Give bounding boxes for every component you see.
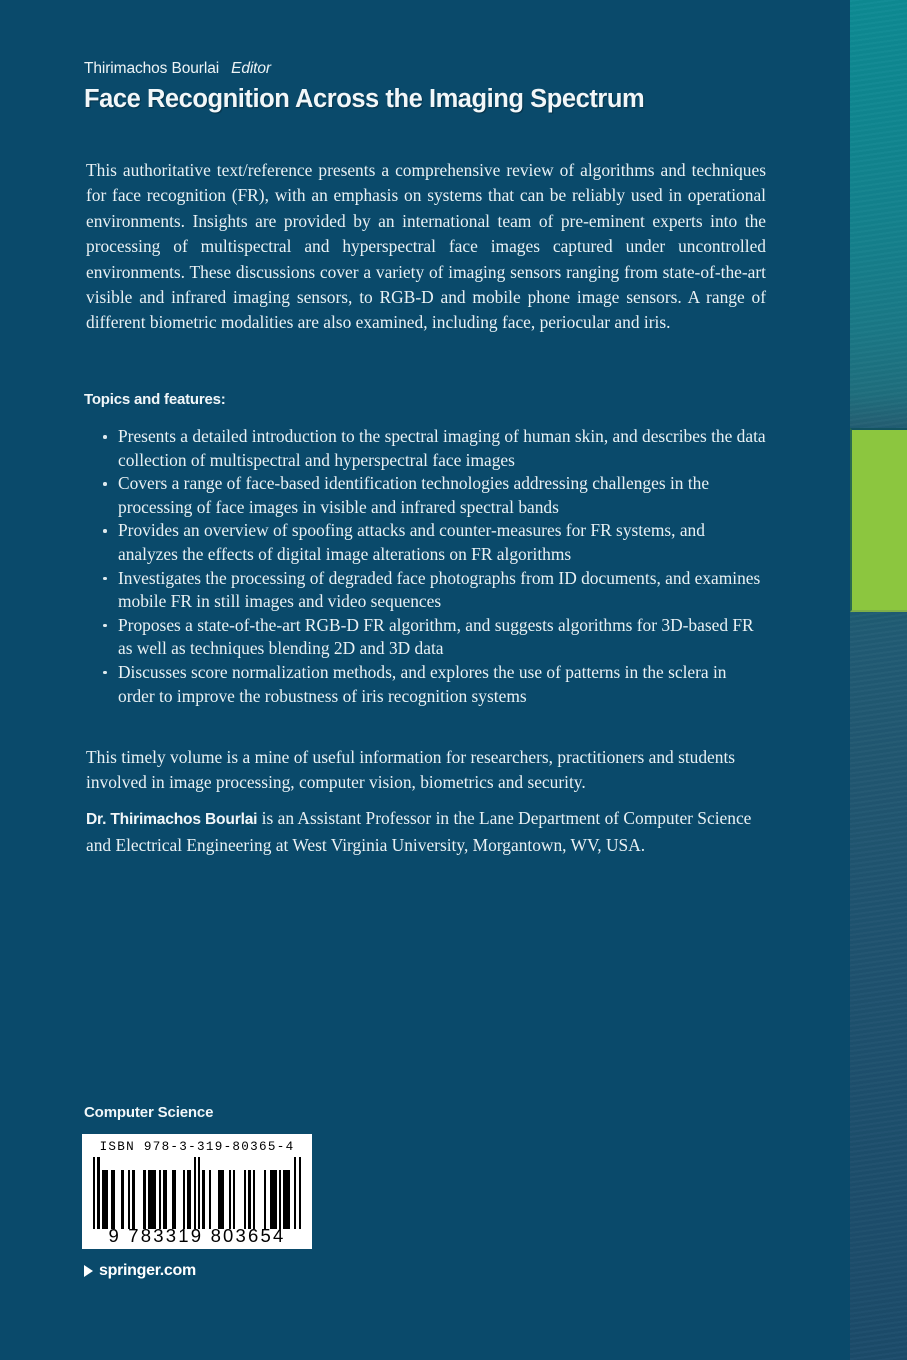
list-item: Proposes a state-of-the-art RGB-D FR algorithm, and suggests algorithms for 3D-based FR as well as techniques blending 2D and 3D data [86, 614, 766, 661]
closing-paragraph: This timely volume is a mine of useful information for researchers, practitioners and students involved in image processing, computer vision, biometrics and security. [86, 747, 736, 792]
isbn-text: ISBN 978-3-319-80365-4 [99, 1140, 295, 1154]
editor-line [84, 60, 271, 78]
barcode-digits: 9 783319 803654 [108, 1225, 286, 1246]
triangle-icon [84, 1265, 93, 1277]
isbn-barcode [82, 1134, 312, 1249]
topics-heading: Topics and features: [84, 391, 226, 408]
author-bio-text: is an Assistant Professor in the Lane Department of Computer Science and Electrical Engineering at West Virginia University, Morgantown, WV, USA. [86, 808, 752, 855]
features-list [86, 425, 766, 708]
page-title: Face Recognition Across the Imaging Spectrum [84, 85, 645, 113]
barcode-bars [90, 1157, 304, 1229]
editor-name: Thirimachos Bourlai [84, 60, 220, 77]
list-item: Provides an overview of spoofing attacks and counter-measures for FR systems, and analyzes the effects of digital image alterations on FR algorithms [86, 519, 766, 566]
list-item: Covers a range of face-based identification technologies addressing challenges in the processing of face images in visible and infrared spectral bands [86, 472, 766, 519]
strip-texture [850, 0, 907, 1360]
list-item: Presents a detailed introduction to the spectral imaging of human skin, and describes the data collection of multispectral and hyperspectral face images [86, 425, 766, 472]
list-item: Discusses score normalization methods, and explores the use of patterns in the sclera in order to improve the robustness of iris recognition systems [86, 661, 766, 708]
author-bio [86, 806, 766, 857]
blurb-paragraph: This authoritative text/reference presents a comprehensive review of algorithms and techniques for face recognition (FR), with an emphasis on systems that can be reliably used in operational environments. Insights are provided by an international team of pre-eminent experts into the processing of multispectral and hyperspectral face images captured under uncontrolled environments. These discussions cover a variety of imaging sensors ranging from state-of-the-art visible and infrared imaging sensors, to RGB-D and mobile phone image sensors. A range of different biometric modalities are also examined, including face, periocular and iris. [86, 160, 766, 333]
publisher-url: springer.com [99, 1262, 196, 1279]
cover-content [84, 0, 774, 1360]
subject-label: Computer Science [84, 1104, 214, 1121]
decorative-side-strip [850, 0, 907, 1360]
author-name: Dr. Thirimachos Bourlai [86, 811, 258, 828]
publisher-logo[interactable] [84, 1262, 196, 1280]
list-item: Investigates the processing of degraded face photographs from ID documents, and examines mobile FR in still images and video sequences [86, 567, 766, 614]
accent-green-block [850, 428, 907, 612]
editor-role: Editor [231, 60, 271, 77]
